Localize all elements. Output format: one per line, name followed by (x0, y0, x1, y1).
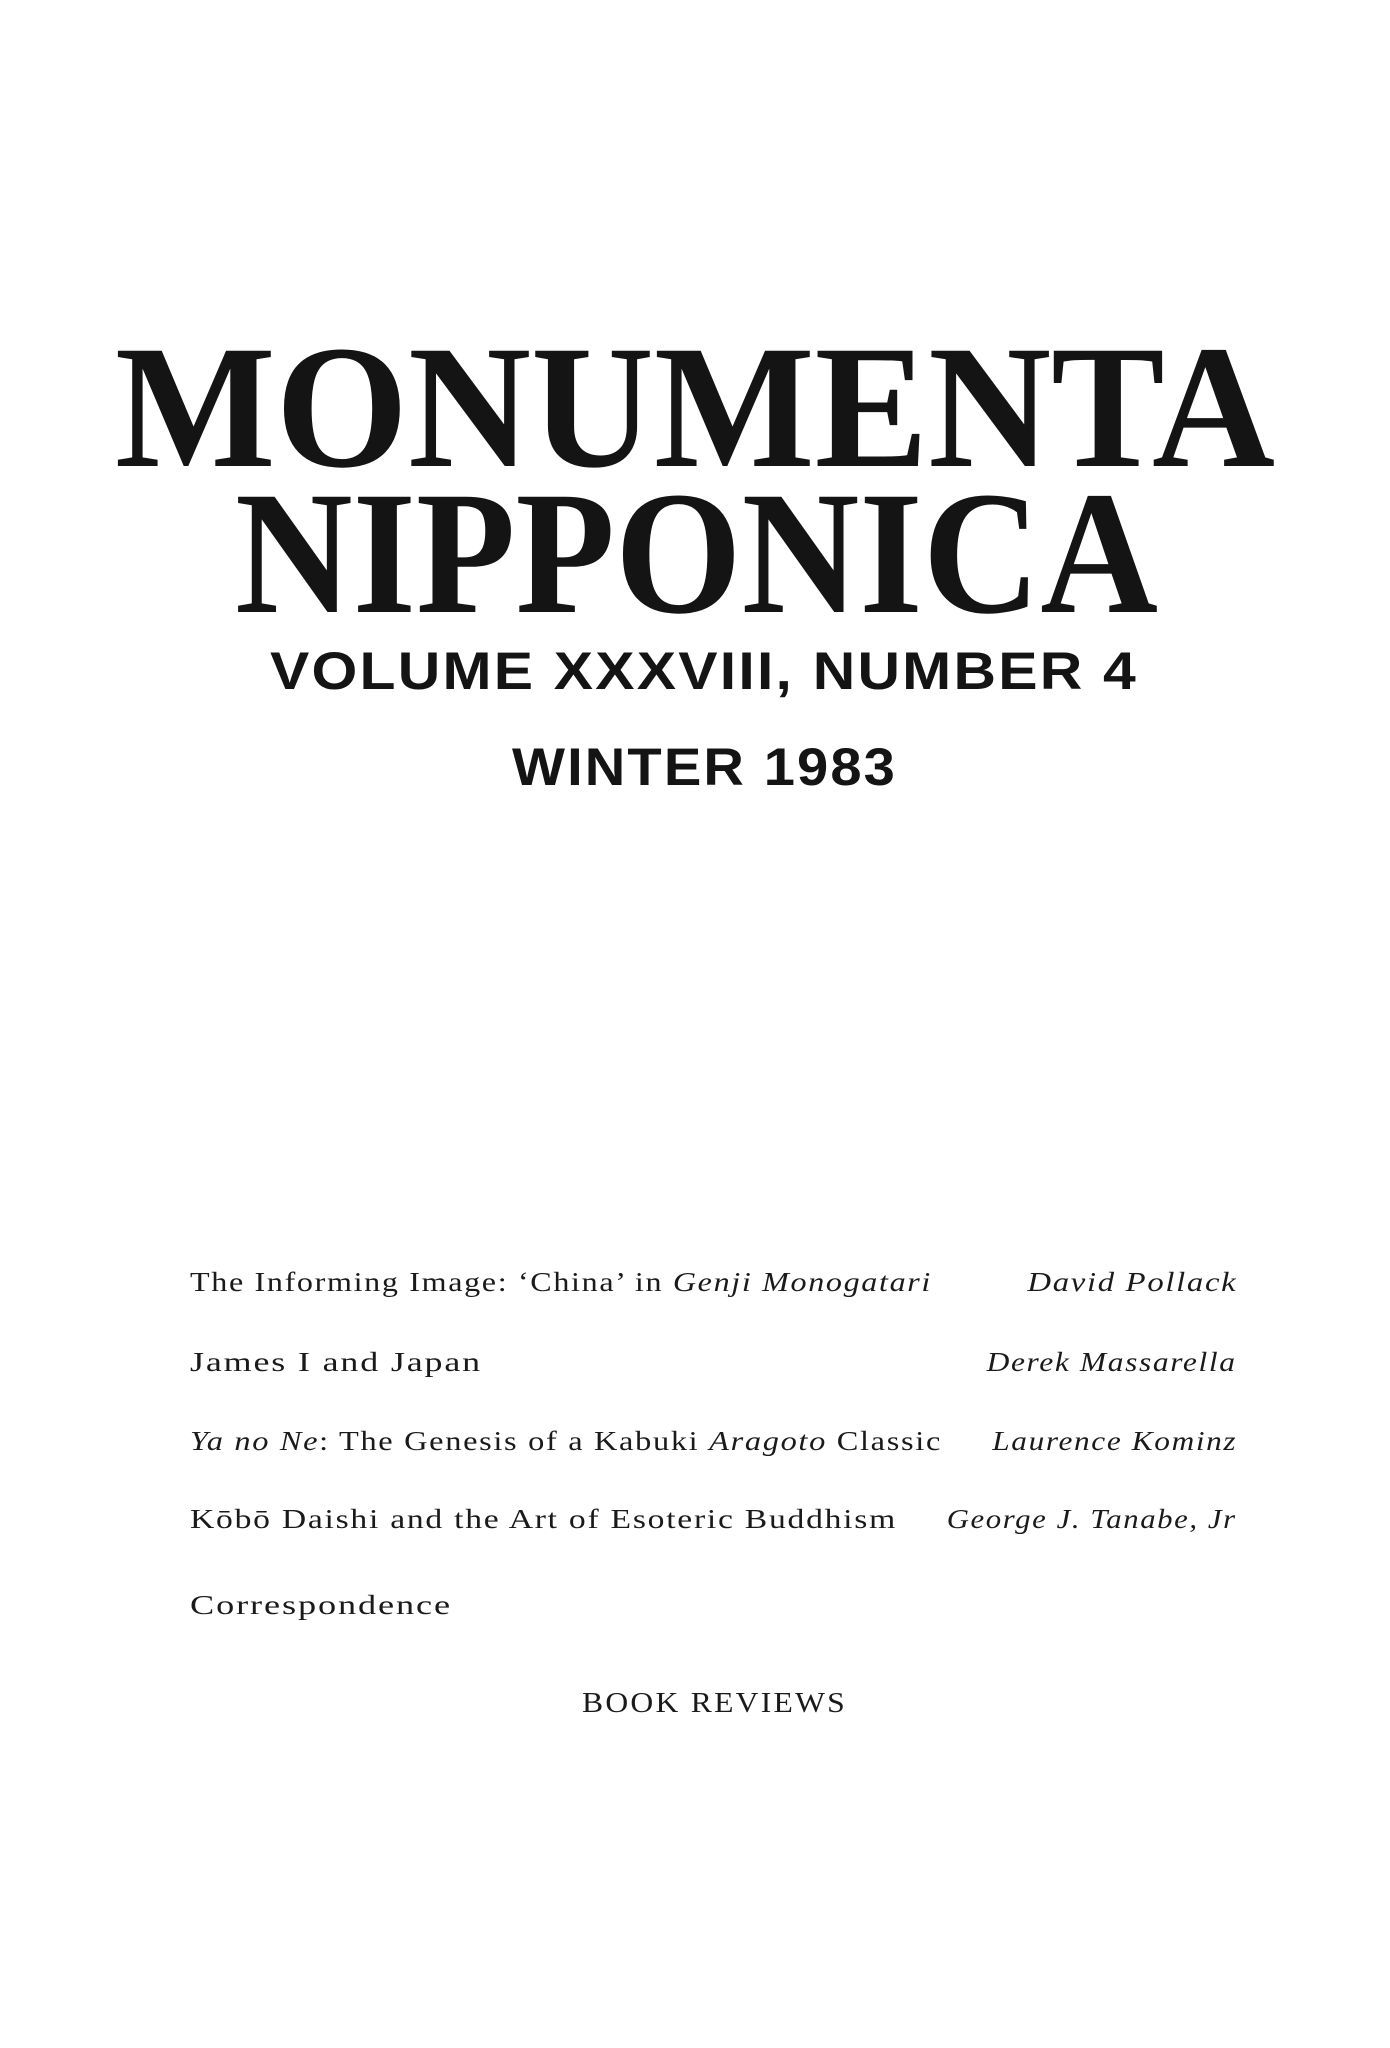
toc-title-text: The Informing Image: ‘China’ in (190, 1267, 673, 1297)
volume-number-line: VOLUME XXXVIII, NUMBER 4 (270, 642, 1138, 701)
journal-title-line-2: NIPPONICA (235, 456, 1158, 651)
journal-title-line-1: MONUMENTA (115, 310, 1275, 505)
toc-entry-title[interactable] (190, 1506, 897, 1533)
toc-entry-author: David Pollack (1027, 1267, 1237, 1297)
issue-season-line: WINTER 1983 (512, 738, 897, 797)
toc-title-italic-text: Genji Monogatari (672, 1267, 932, 1297)
toc-entry-title[interactable] (190, 1349, 482, 1376)
toc-entry-title[interactable] (190, 1428, 942, 1455)
book-reviews-heading[interactable]: BOOK REVIEWS (582, 1688, 847, 1719)
toc-title-text: Classic (826, 1426, 942, 1456)
toc-title-italic-text: Ya no Ne (190, 1426, 320, 1456)
toc-entry-author: George J. Tanabe, Jr (947, 1504, 1237, 1534)
toc-entry-title[interactable] (190, 1269, 932, 1296)
toc-title-text: Kōbō Daishi and the Art of Esoteric Buddhism (190, 1504, 897, 1534)
toc-title-text: Correspondence (190, 1590, 452, 1620)
toc-entry-correspondence[interactable] (190, 1592, 452, 1619)
toc-title-text: : The Genesis of a Kabuki (319, 1426, 710, 1456)
toc-title-italic-text: Aragoto (709, 1426, 827, 1456)
toc-entry-author: Laurence Kominz (992, 1426, 1237, 1456)
toc-entry-author: Derek Massarella (987, 1347, 1237, 1377)
toc-title-text: James I and Japan (190, 1347, 482, 1377)
